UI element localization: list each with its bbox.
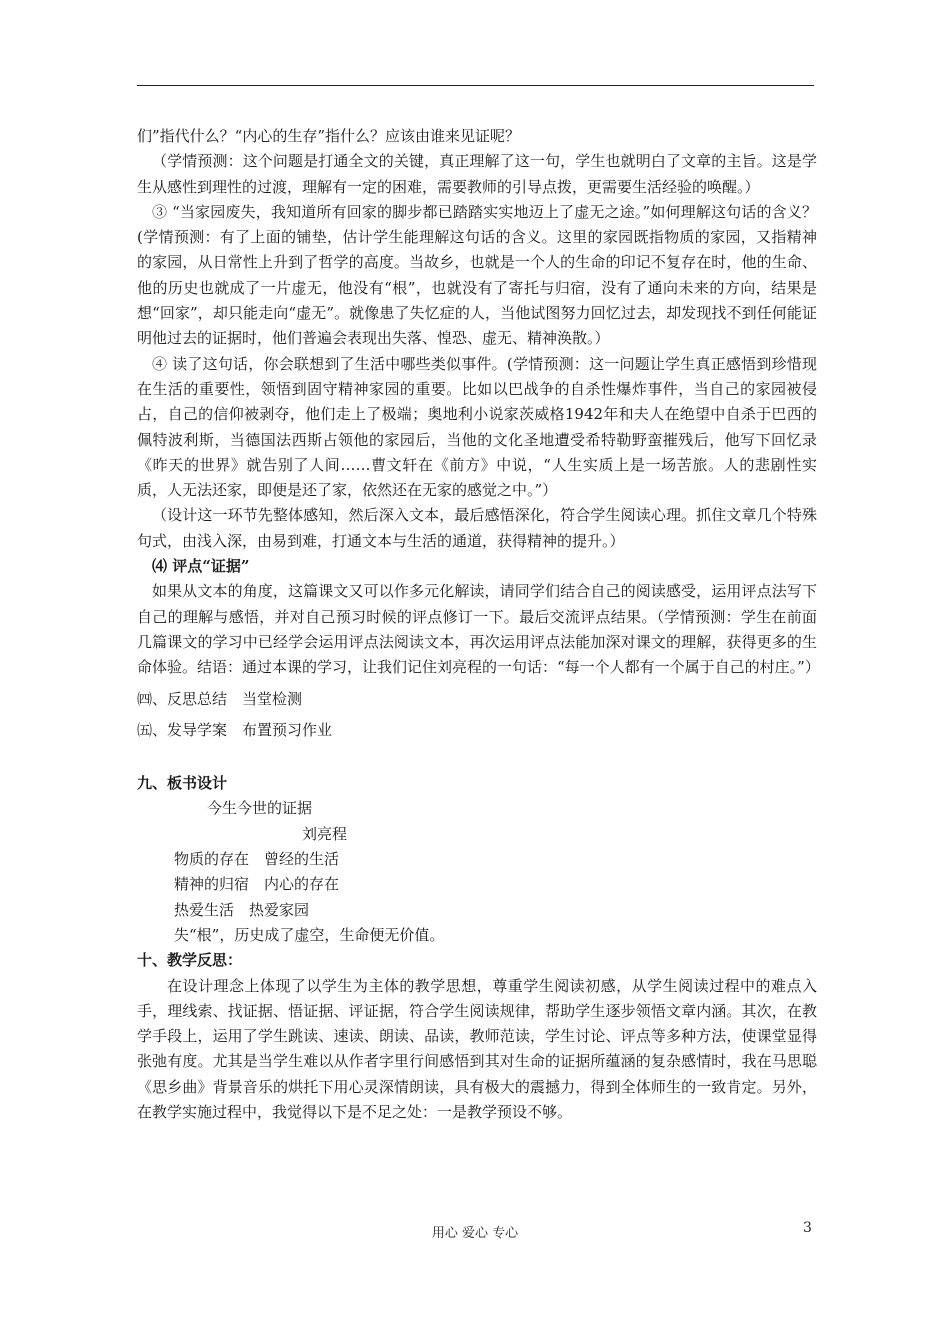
subheading-evaluate-evidence: ⑷ 评点“证据” — [152, 557, 250, 576]
board-line-3: 热爱生活 热爱家园 — [174, 900, 310, 919]
paragraph-question-4: ④ 读了这句话，你会联想到了生活中哪些类似事件。(学情预测：这一问题让学生真正感悟到珍惜现在生活的重要性，领悟到固守精神家园的重要。比如以巴战争的自杀性爆炸事件，当自己的家园被侵占，自己的信仰被剥夺，他们走上了极端；奥地利小说家茨威格1942年和夫人在绝望中自杀于巴西的佩特波利斯，当德国法西斯占领他的家园后，当他的文化圣地遭受希特勒野蛮摧残后，他写下回忆录《昨天的世界》就告别了人间……曹文轩在《前方》中说，“人生实质上是一场苦旅。人的悲剧性实质，人无法还家，即便是还了家，依然还在无家的感觉之中。”） — [137, 354, 817, 500]
section-heading-board-design: 九、板书设计 — [137, 774, 228, 793]
document-body — [137, 124, 820, 1125]
board-title: 今生今世的证据 — [207, 799, 313, 818]
board-line-4: 失“根”，历史成了虚空，生命便无价值。 — [174, 925, 445, 944]
paragraph-question-continuation: 们”指代什么？“内心的生存”指什么？应该由谁来见证呢？ — [137, 127, 521, 145]
step-homework: ㈤、发导学案 布置预习作业 — [137, 720, 333, 739]
paragraph-design-note: （设计这一环节先整体感知，然后深入文本，最后感悟深化，符合学生阅读心理。抓住文章几个特殊句式，由浅入深，由易到难，打通文本与生活的通道，获得精神的提升。） — [137, 506, 817, 550]
paragraph-reflection: 在设计理念上体现了以学生为主体的教学思想，尊重学生阅读初感，从学生阅读过程中的难点入手，理线索、找证据、悟证据、评证据，符合学生阅读规律，帮助学生逐步领悟文章内涵。其次，在教学手段上，运用了学生跳读、速读、朗读、品读，教师范读，学生讨论、评点等多种方法，使课堂显得张弛有度。尤其是当学生难以从作者字里行间感悟到其对生命的证据所蕴涵的复杂感情时，我在马思聪《思乡曲》背景音乐的烘托下用心灵深情朗读，具有极大的震撼力，得到全体师生的一致肯定。另外，在教学实施过程中，我觉得以下是不足之处：一是教学预设不够。 — [137, 976, 817, 1121]
section-heading-reflection: 十、教学反思： — [137, 951, 243, 970]
page-number: 3 — [803, 1220, 812, 1236]
paragraph-evaluate: 如果从文本的角度，这篇课文又可以作多元化解读，请同学们结合自己的阅读感受，运用评点法写下自己的理解与感悟，并对自己预习时候的评点修订一下。最后交流评点结果。（学情预测：学生在前面几篇课文的学习中已经学会运用评点法阅读文本，再次运用评点法能加深对课文的理解，获得更多的生命体验。结语：通过本课的学习，让我们记住刘亮程的一句话：“每一个人都有一个属于自己的村庄。”） — [137, 582, 820, 677]
board-author: 刘亮程 — [302, 824, 348, 843]
board-line-1: 物质的存在 曾经的生活 — [174, 850, 340, 869]
paragraph-prediction-1: （学情预测：这个问题是打通全文的关键，真正理解了这一句，学生也就明白了文章的主旨。这是学生从感性到理性的过渡，理解有一定的困难，需要教师的引导点拨，更需要生活经验的唤醒。） — [137, 152, 817, 196]
paragraph-question-3: ③ “当家园废失，我知道所有回家的脚步都已踏踏实实地迈上了虚无之途。”如何理解这句话的含义？(学情预测：有了上面的铺垫，估计学生能理解这句话的含义。这里的家园既指物质的家园，又指精神的家园，从日常性上升到了哲学的高度。当故乡，也就是一个人的生命的印记不复存在时，他的生命、他的历史也就成了一片虚无，他没有“根”，也就没有了寄托与归宿，没有了通向未来的方向，结果是想“回家”，却只能走向“虚无”。就像患了失忆症的人，当他试图努力回忆过去，却发现找不到任何能证明他过去的证据时，他们普遍会表现出失落、惶恐、虚无、精神涣散。） — [137, 202, 817, 348]
footer-motto: 用心 爱心 专心 — [431, 1226, 519, 1241]
step-reflection: ㈣、反思总结 当堂检测 — [137, 689, 303, 708]
header-rule — [137, 85, 814, 86]
board-line-2: 精神的归宿 内心的存在 — [174, 875, 340, 894]
